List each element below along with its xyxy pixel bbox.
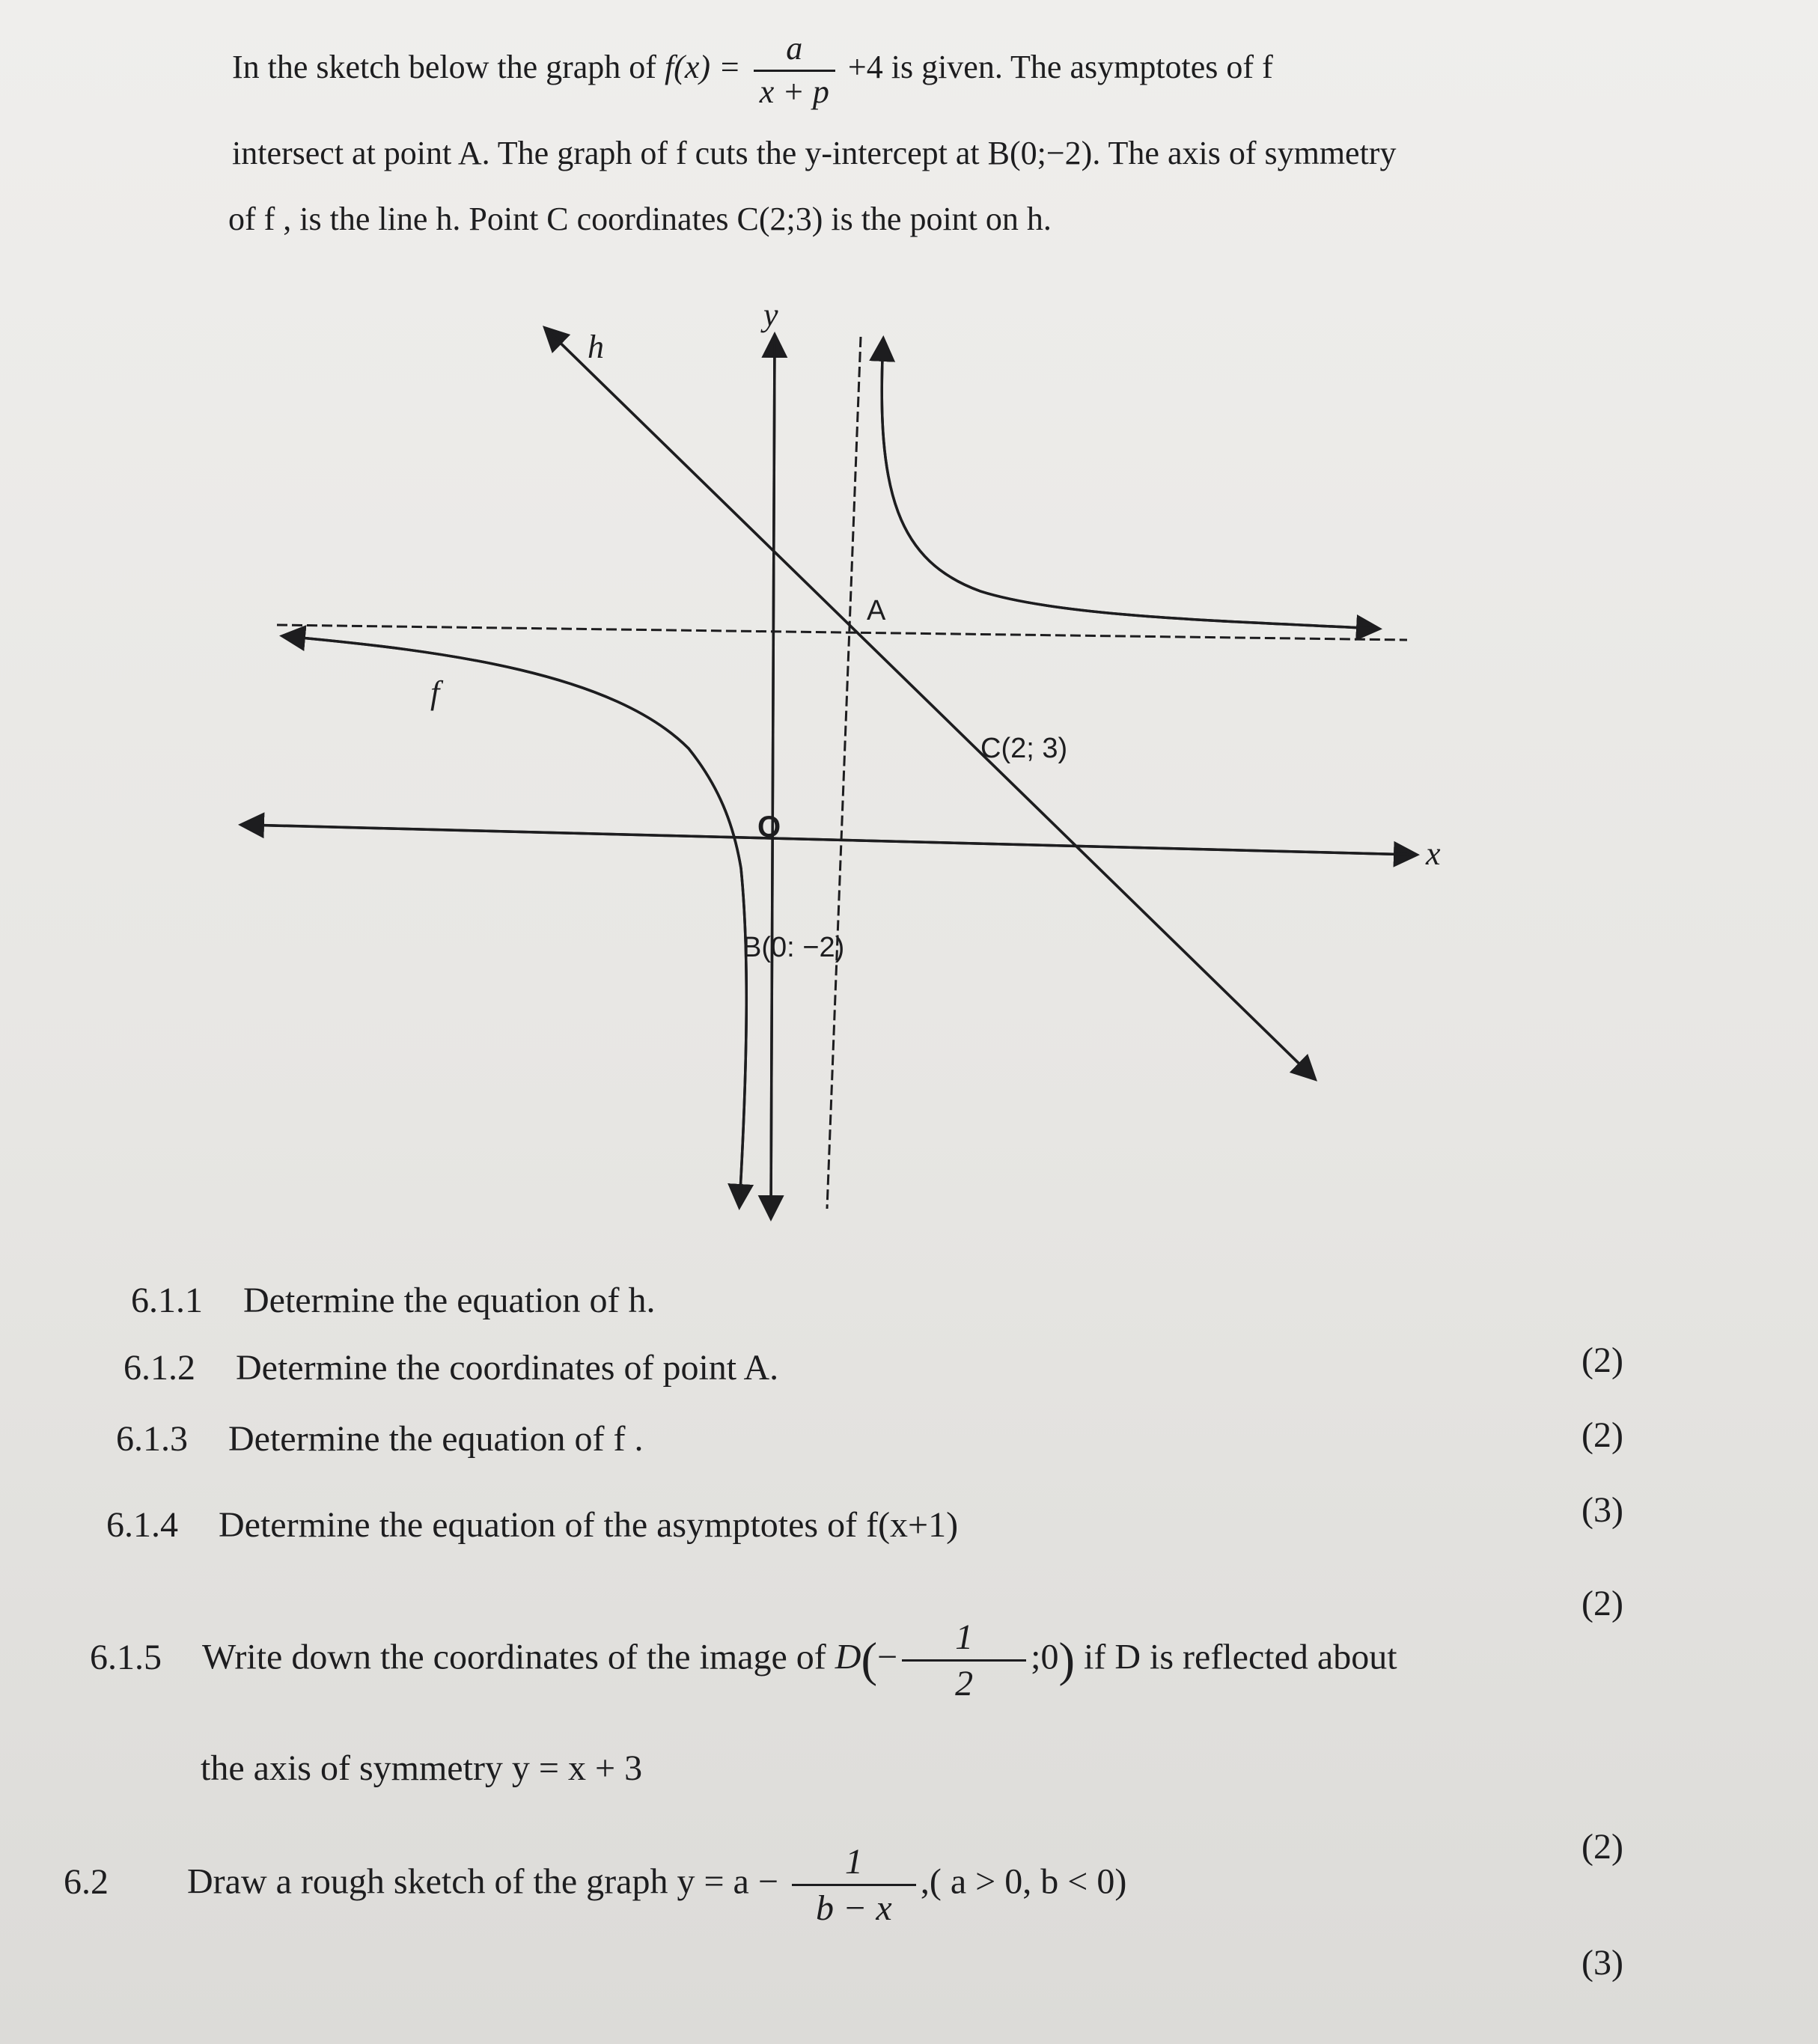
f-left-branch [284,636,746,1205]
intro-line-2: intersect at point A. The graph of f cuts the y-intercept at B(0;−2). The axis of symmetry [232,135,1397,171]
intro-line-3: of f , is the line h. Point C coordinates C(2;3) is the point on h. [228,201,1052,237]
question-6-1-2: 6.1.2 Determine the coordinates of point A. [123,1348,779,1388]
f-right-branch-arrow [882,341,1377,629]
graph-svg [225,296,1482,1235]
question-6-1-1: 6.1.1 Determine the equation of h. [131,1281,656,1320]
mark-6-1-1: (2) [1581,1340,1623,1380]
question-6-1-5-continued: the axis of symmetry y = x + 3 [201,1748,643,1788]
mark-6-2: (3) [1581,1943,1623,1983]
f-label: f [430,674,440,711]
horizontal-asymptote [277,625,1407,640]
f-right-branch [882,341,1377,629]
mark-6-1-2: (2) [1581,1415,1623,1455]
y-axis-down-arrow [771,344,775,1216]
point-A-label: A [867,595,886,626]
h-label: h [588,329,604,365]
d-x-fraction: $\frac{1}{2}$ [902,1617,1026,1704]
question-6-1-5: 6.1.5 Write down the coordinates of the image of $D(- \frac{1}{2}$ ;0) if D is reflected about [90,1617,1397,1703]
x-axis-label: x [1426,835,1441,872]
f-left-branch-arrow [284,636,746,1205]
question-6-1-4: 6.1.4 Determine the equation of the asymptotes of f(x+1) [106,1505,959,1545]
origin-label: O [757,811,781,843]
line-h-end-arrow [546,329,1314,1078]
point-B-label: B(0: −2) [742,932,845,963]
mark-6-1-4: (2) [1581,1584,1623,1623]
function-graph [225,296,1482,1235]
x-axis-left-arrow [243,825,1415,855]
y-axis-label: y [763,296,778,333]
point-C-label: C(2; 3) [980,733,1068,764]
mark-6-1-5: (2) [1581,1827,1623,1867]
question-6-1-3: 6.1.3 Determine the equation of f . [116,1419,644,1459]
mark-6-1-3: (3) [1581,1490,1623,1530]
vertical-asymptote [827,337,861,1209]
intro-line-1: In the sketch below the graph of f(x) = $\frac{a}{x + p}$ +4 is given. The asymptotes of f [232,30,1273,110]
q62-fraction: $\frac{1}{b - x}$ [792,1841,916,1929]
question-6-2: 6.2 Draw a rough sketch of the graph $y = a - \frac{1}{b - x}$ ,( a > 0, b < 0) [64,1842,1127,1928]
function-fraction: $\frac{a}{x + p}$ [754,30,835,111]
